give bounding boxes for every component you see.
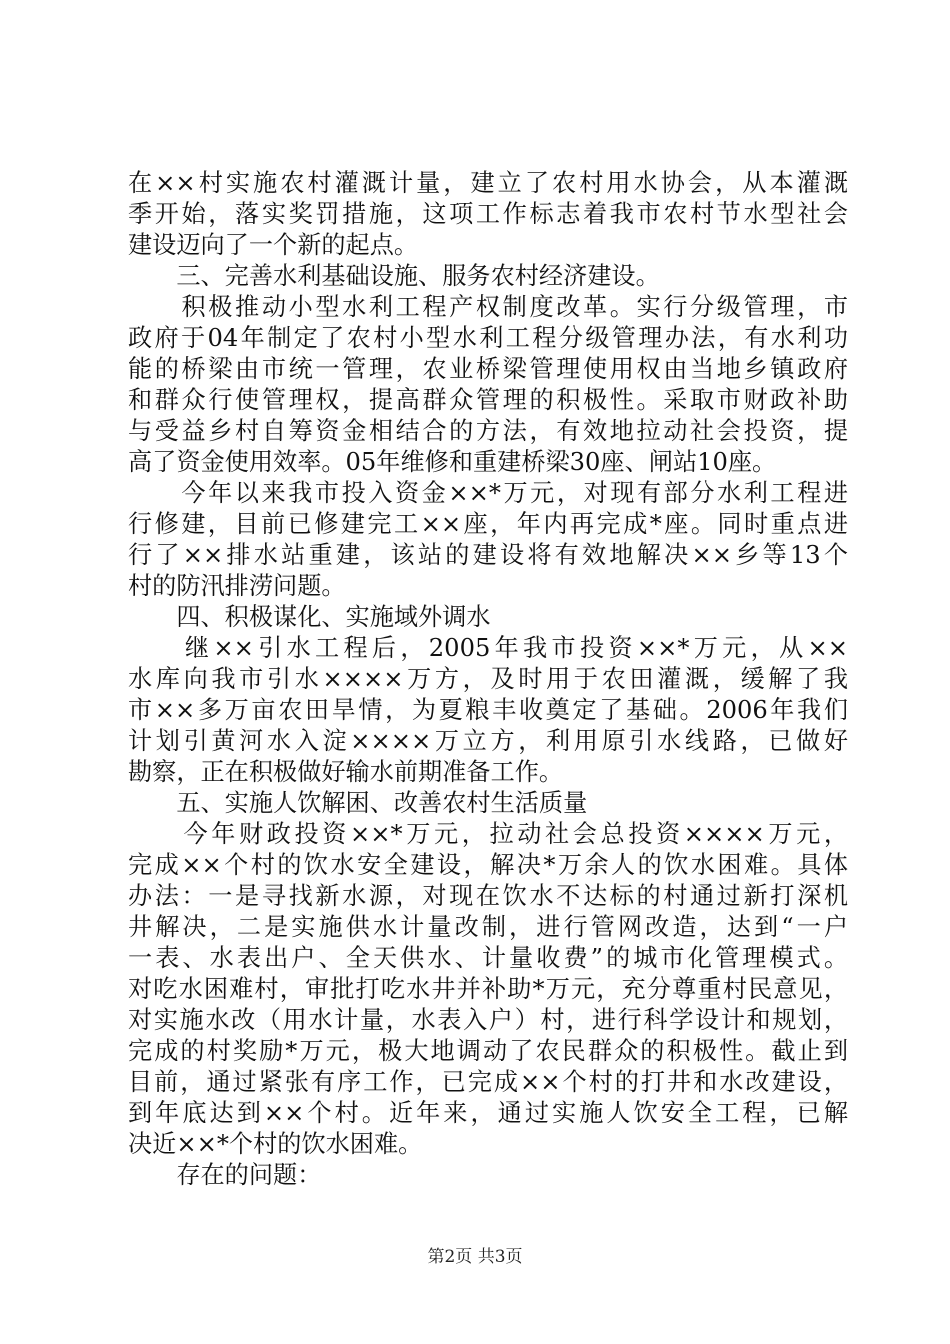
text-line: 对吃水困难村，审批打吃水井并补助*万元，充分尊重村民意见， [128,975,848,1003]
section-heading: 四、积极谋化、实施域外调水 [128,603,491,631]
text-line: 季开始，落实奖罚措施，这项工作标志着我市农村节水型社会 [128,200,848,228]
page-footer: 第2页 共3页 [427,1247,523,1267]
text-line: 勘察，正在积极做好输水前期准备工作。 [128,758,564,786]
text-line: 今年以来我市投入资金××*万元，对现有部分水利工程进 [128,479,848,507]
text-line: 村的防汛排涝问题。 [128,572,346,600]
text-line: 继××引水工程后，2005年我市投资××*万元，从×× [128,634,848,662]
text-line: 到年底达到××个村。近年来，通过实施人饮安全工程，已解 [128,1099,848,1127]
text-line: 井解决，二是实施供水计量改制，进行管网改造，达到“一户 [128,913,848,941]
text-line: 水库向我市引水××××万方，及时用于农田灌溉，缓解了我 [128,665,848,693]
text-line: 办法：一是寻找新水源，对现在饮水不达标的村通过新打深机 [128,882,848,910]
text-line: 对实施水改（用水计量，水表入户）村，进行科学设计和规划， [128,1006,848,1034]
text-line: 市××多万亩农田旱情，为夏粮丰收奠定了基础。2006年我们 [128,696,848,724]
text-line: 在××村实施农村灌溉计量，建立了农村用水协会，从本灌溉 [128,169,848,197]
text-line: 完成的村奖励*万元，极大地调动了农民群众的积极性。截止到 [128,1037,848,1065]
text-line: 存在的问题： [128,1161,322,1189]
text-line: 今年财政投资××*万元，拉动社会总投资××××万元， [128,820,848,848]
text-line: 决近××*个村的饮水困难。 [128,1130,423,1158]
text-line: 一表、水表出户、全天供水、计量收费”的城市化管理模式。 [128,944,848,972]
text-line: 行修建，目前已修建完工××座，年内再完成*座。同时重点进 [128,510,848,538]
text-line: 计划引黄河水入淀××××万立方，利用原引水线路，已做好 [128,727,848,755]
text-line: 积极推动小型水利工程产权制度改革。实行分级管理，市 [128,293,848,321]
text-line: 和群众行使管理权，提高群众管理的积极性。采取市财政补助 [128,386,848,414]
text-line: 行了××排水站重建，该站的建设将有效地解决××乡等13个 [128,541,848,569]
text-line: 目前，通过紧张有序工作，已完成××个村的打井和水改建设， [128,1068,848,1096]
text-line: 高了资金使用效率。05年维修和重建桥梁30座、闸站10座。 [128,448,777,476]
text-line: 能的桥梁由市统一管理，农业桥梁管理使用权由当地乡镇政府 [128,355,848,383]
section-heading: 五、实施人饮解困、改善农村生活质量 [128,789,588,817]
text-line: 完成××个村的饮水安全建设，解决*万余人的饮水困难。具体 [128,851,848,879]
section-heading: 三、完善水利基础设施、服务农村经济建设。 [128,262,660,290]
text-line: 建设迈向了一个新的起点。 [128,231,419,259]
text-line: 与受益乡村自筹资金相结合的方法，有效地拉动社会投资，提 [128,417,848,445]
text-line: 政府于04年制定了农村小型水利工程分级管理办法，有水利功 [128,324,848,352]
